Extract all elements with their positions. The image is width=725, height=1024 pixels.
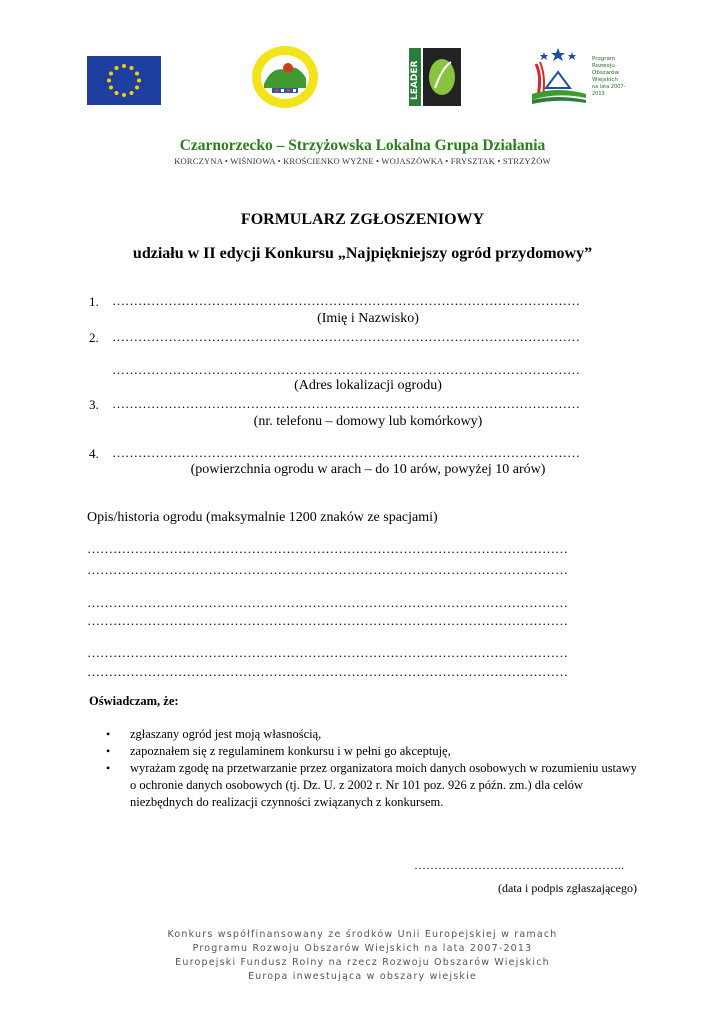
form-title: FORMULARZ ZGŁOSZENIOWY xyxy=(240,211,485,228)
declaration-item: • wyrażam zgodę na przetwarzanie przez organizatora moich danych osobowych w rozumieniu ustawy o ochronie danych osobowych (tj. Dz. U. z 2002 r. Nr 101 poz. 926 z późn. zm.) dla celów niezbędnych do realizacji czynności związanych z konkursem. xyxy=(102,760,642,811)
footer-line: Europejski Fundusz Rolny na rzecz Rozwoju Obszarów Wiejskich xyxy=(175,957,550,968)
description-line[interactable]: ………………………………………………………………………………………………… xyxy=(87,613,568,628)
prow-text-line: Program xyxy=(592,56,616,62)
eu-flag-icon xyxy=(87,56,161,105)
field-area-line[interactable]: ……………………………………………………………………………………………… xyxy=(112,445,580,460)
prow-text-line: Rozwoju xyxy=(592,63,615,69)
prow-text-line: Obszarów xyxy=(592,70,619,76)
leader-logo-icon xyxy=(409,48,461,106)
description-line[interactable]: ………………………………………………………………………………………………… xyxy=(87,595,568,610)
field-number: 4. xyxy=(89,446,99,461)
field-number: 2. xyxy=(89,330,99,345)
leader-logo-text: LEADER xyxy=(410,60,420,100)
field-address-caption: (Adres lokalizacji ogrodu) xyxy=(294,378,442,393)
field-address-line[interactable]: ……………………………………………………………………………………………… xyxy=(112,362,580,377)
footer-text xyxy=(0,928,725,984)
signature-line[interactable]: …………………………………………….. xyxy=(414,858,624,872)
prow-logo-icon xyxy=(528,46,638,106)
description-label: Opis/historia ogrodu (maksymalnie 1200 znaków ze spacjami) xyxy=(87,510,438,525)
prow-text-line: Wiejskich xyxy=(592,77,618,83)
description-line[interactable]: ………………………………………………………………………………………………… xyxy=(87,664,568,679)
prow-text-line: na lata 2007-2013 xyxy=(592,84,626,97)
footer-line: Konkurs współfinansowany ze środków Unii Europejskiej w ramach xyxy=(167,929,558,940)
field-number: 3. xyxy=(89,397,99,412)
org-towns: KORCZYNA • WIŚNIOWA • KROŚCIENKO WYŻNE • WOJASZÓWKA • FRYSZTAK • STRZYŻÓW xyxy=(174,156,551,166)
field-name-caption: (Imię i Nazwisko) xyxy=(317,311,419,326)
footer-line: Programu Rozwoju Obszarów Wiejskich na lata 2007-2013 xyxy=(192,943,533,954)
declaration-heading: Oświadczam, że: xyxy=(89,694,179,708)
lgd-emblem-icon xyxy=(250,44,320,110)
description-line[interactable]: ………………………………………………………………………………………………… xyxy=(87,562,568,577)
field-name-line[interactable]: ……………………………………………………………………………………………… xyxy=(112,293,580,308)
org-name: Czarnorzecko – Strzyżowska Lokalna Grupa Działania xyxy=(179,137,546,154)
description-line[interactable]: ………………………………………………………………………………………………… xyxy=(87,541,568,556)
field-number: 1. xyxy=(89,294,99,309)
field-address-line[interactable]: ……………………………………………………………………………………………… xyxy=(112,329,580,344)
signature-caption: (data i podpis zgłaszającego) xyxy=(498,881,637,895)
field-area-caption: (powierzchnia ogrodu w arach – do 10 arów, powyżej 10 arów) xyxy=(190,462,546,477)
description-line[interactable]: ………………………………………………………………………………………………… xyxy=(87,645,568,660)
field-phone-line[interactable]: ……………………………………………………………………………………………… xyxy=(112,396,580,411)
declaration-list xyxy=(102,726,642,811)
form-subtitle: udziału w II edycji Konkursu „Najpiękniejszy ogród przydomowy” xyxy=(132,245,593,262)
declaration-item: • zapoznałem się z regulaminem konkursu i w pełni go akceptuję, xyxy=(102,743,642,760)
field-phone-caption: (nr. telefonu – domowy lub komórkowy) xyxy=(253,414,483,429)
declaration-item: • zgłaszany ogród jest moją własnością, xyxy=(102,726,642,743)
footer-line: Europa inwestująca w obszary wiejskie xyxy=(247,971,478,982)
